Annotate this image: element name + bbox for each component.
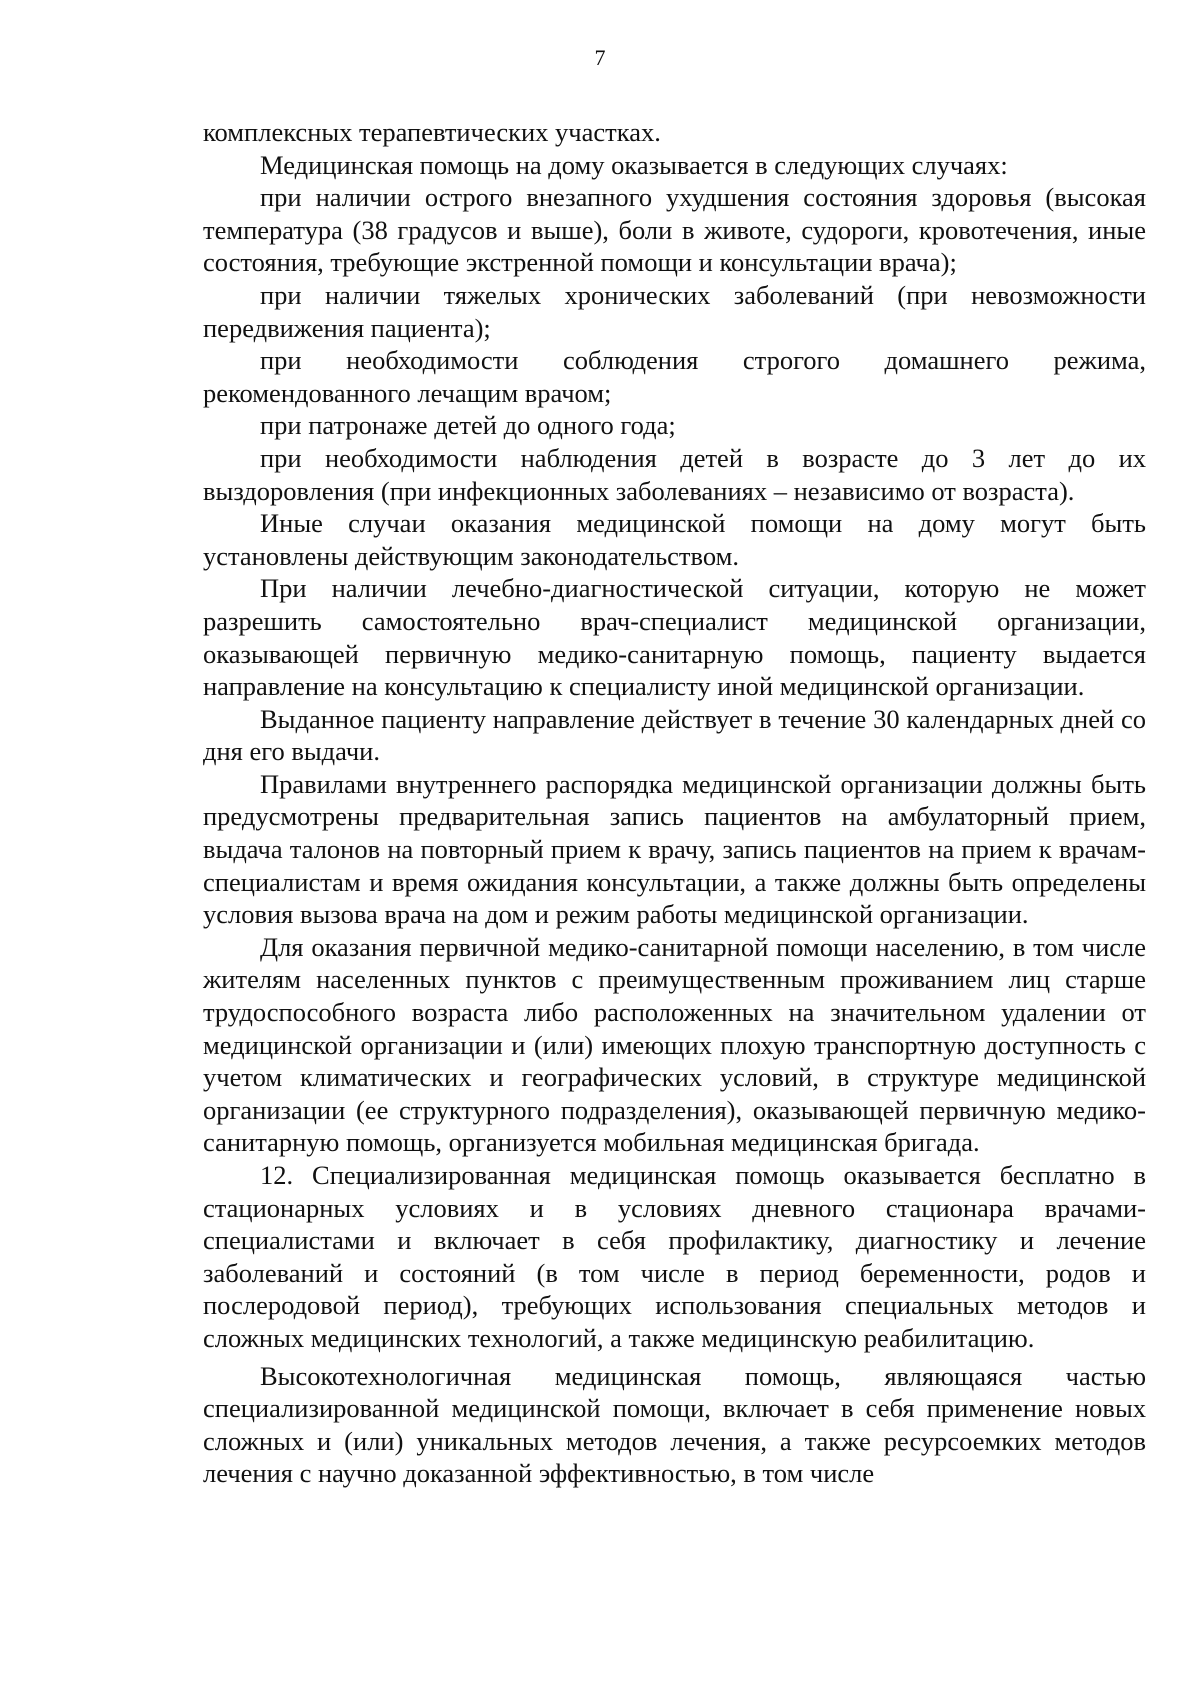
paragraph-continuation: комплексных терапевтических участках.: [203, 117, 661, 147]
paragraph: Правилами внутреннего распорядка медицинской организации должны быть предусмотрены предварительная запись пациентов на амбулаторный прием, выдача талонов на повторный прием к врачу, запись пациентов на прием к врачам-специалистам и время ожидания консультации, а также должны быть определены условия вызова врача на дом и режим работы медицинской организации.: [203, 768, 1146, 930]
paragraph: При наличии лечебно-диагностической ситуации, которую не может разрешить самостоятельно врач-специалист медицинской организации, оказывающей первичную медико-санитарную помощь, пациенту выдается направление на консультацию к специалисту иной медицинской организации.: [203, 573, 1146, 702]
paragraph-numbered-12: 12. Специализированная медицинская помощь оказывается бесплатно в стационарных условиях и в условиях дневного стационара врачами-специалистами и включает в себя профилактику, диагностику и лечение заболеваний и состояний (в том числе в период беременности, родов и послеродовой период), требующих использования специальных методов и сложных медицинских технологий, а также медицинскую реабилитацию.: [203, 1160, 1146, 1353]
paragraph: Высокотехнологичная медицинская помощь, являющаяся частью специализированной медицинской помощи, включает в себя применение новых сложных и (или) уникальных методов лечения, а также ресурсоемких методов лечения с научно доказанной эффективностью, в том числе: [203, 1360, 1146, 1489]
document-body: [203, 116, 1146, 1490]
paragraph: Для оказания первичной медико-санитарной помощи населению, в том числе жителям населенных пунктов с преимущественным проживанием лиц старше трудоспособного возраста либо расположенных на значительном удалении от медицинской организации и (или) имеющих плохую транспортную доступность с учетом климатических и географических условий, в структуре медицинской организации (ее структурного подразделения), оказывающей первичную медико-санитарную помощь, организуется мобильная медицинская бригада.: [203, 931, 1146, 1158]
list-item-paragraph: при необходимости соблюдения строгого домашнего режима, рекомендованного лечащим врачом;: [203, 345, 1146, 408]
paragraph: Медицинская помощь на дому оказывается в следующих случаях:: [260, 149, 1008, 180]
paragraph: Иные случаи оказания медицинской помощи на дому могут быть установлены действующим законодательством.: [203, 508, 1146, 571]
page-number: 7: [594, 45, 606, 70]
list-item-paragraph: при патронаже детей до одного года;: [260, 410, 676, 441]
list-item-paragraph: при наличии тяжелых хронических заболеваний (при невозможности передвижения пациента);: [203, 279, 1146, 343]
paragraph: Выданное пациенту направление действует в течение 30 календарных дней со дня его выдачи.: [203, 703, 1146, 767]
list-item-paragraph: при необходимости наблюдения детей в возрасте до 3 лет до их выздоровления (при инфекционных заболеваниях – независимо от возраста).: [203, 442, 1146, 506]
list-item-paragraph: при наличии острого внезапного ухудшения состояния здоровья (высокая температура (38 градусов и выше), боли в животе, судороги, кровотечения, иные состояния, требующие экстренной помощи и консультации врача);: [203, 182, 1146, 278]
